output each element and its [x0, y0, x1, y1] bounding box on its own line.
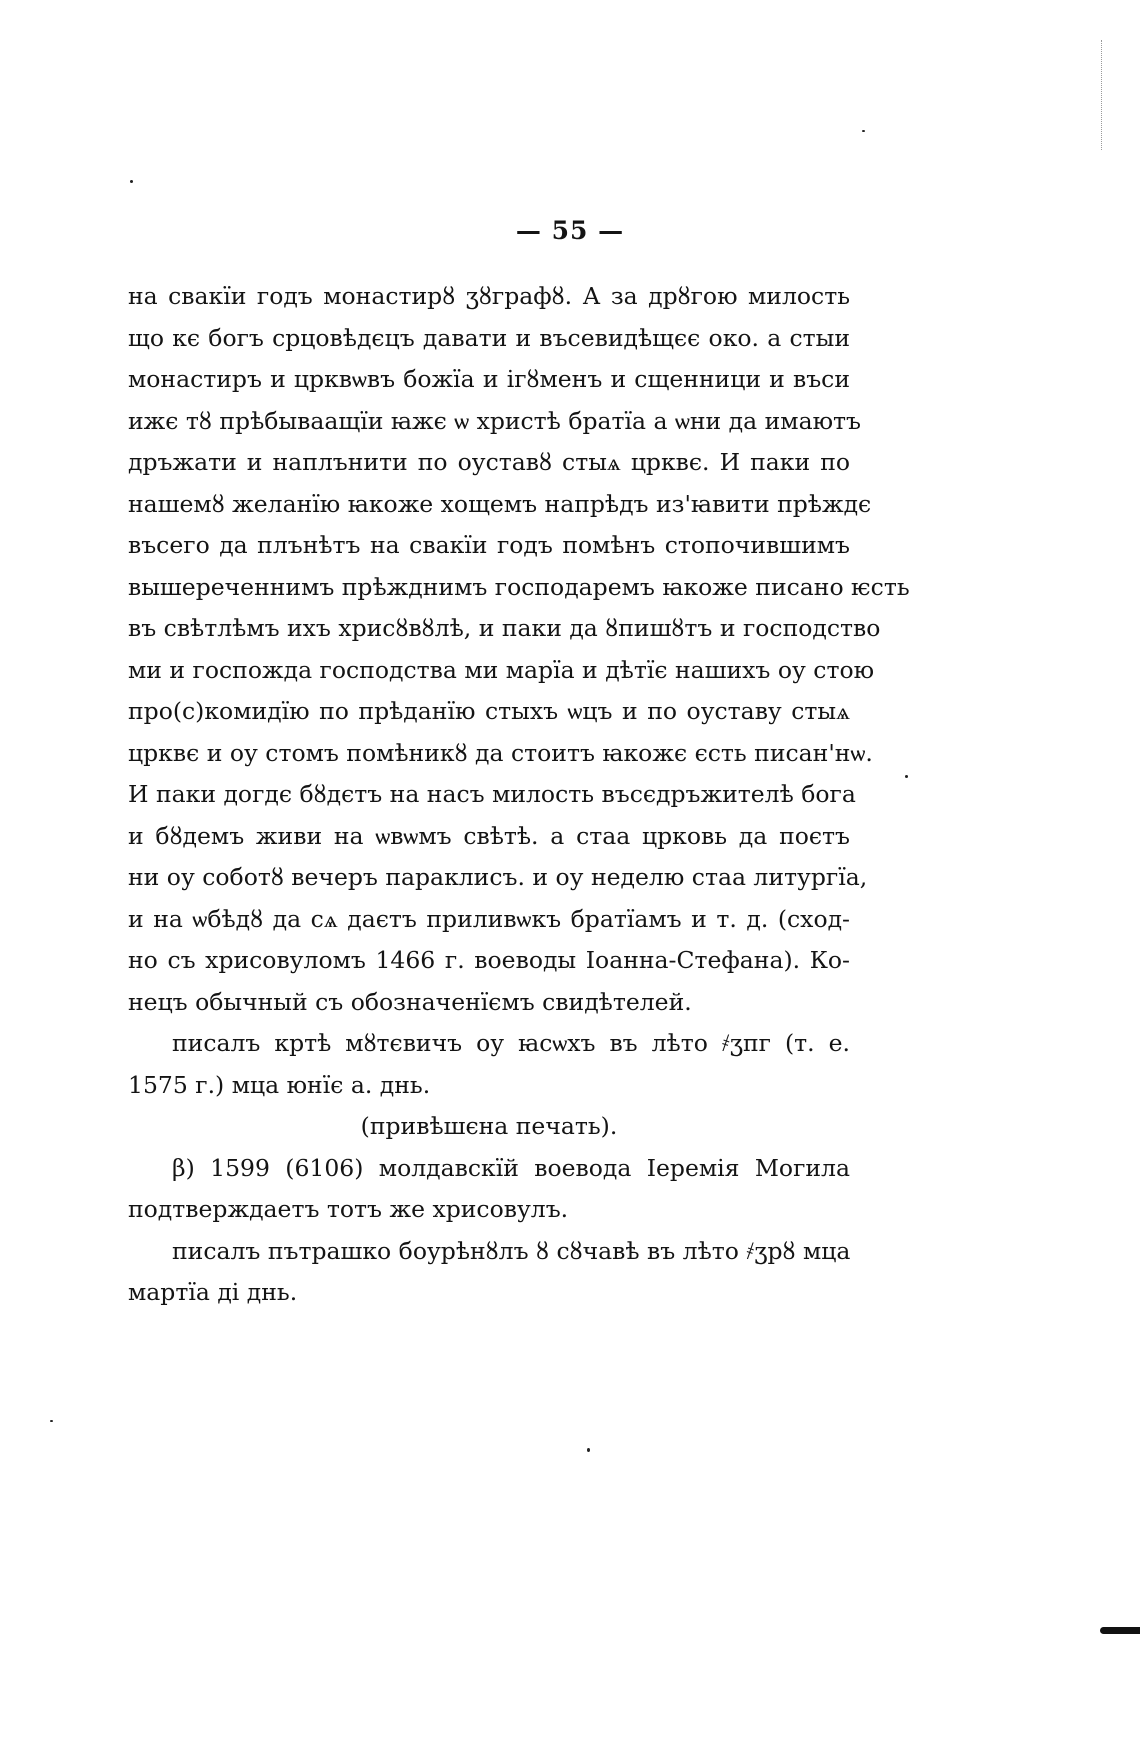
paper-speck [905, 775, 908, 778]
text-line: вышереченнимъ прѣжднимъ господаремъ ꙗкоже писано ѥсть [128, 572, 910, 601]
scribe-line: писалъ кртѣ мȣтєвичъ оу ꙗсѡхъ въ лѣто ҂ʒпг (т. е. [172, 1029, 850, 1057]
text-line: що кє богъ срцовѣдєцъ давати и въсевидѣщєє око. а стыи [128, 323, 850, 352]
text-line: црквє и оу стомъ помѣникȣ да стоитъ ꙗкожє єсть писан'нѡ. [128, 738, 873, 767]
text-line: И паки догдє бȣдєтъ на насъ милость въсєдръжителѣ бога [128, 780, 856, 808]
section-beta-heading: β) 1599 (6106) молдавскїй воевода Іеремія Могила [172, 1153, 850, 1182]
text-line: нашемȣ желанїю ꙗкоже хощемъ напрѣдъ из'ꙗвити прѣждє [128, 489, 872, 518]
text-line: нецъ обычный съ обозначенїємъ свидѣтелей. [128, 987, 692, 1016]
text-line: ми и госпожда господства ми марїа и дѣтїє нашихъ оу стою [128, 655, 875, 684]
paper-speck [50, 1420, 53, 1422]
text-line: въ свѣтлѣмъ ихъ хрисȣвȣлѣ, и паки да ȣпишȣтъ и господство [128, 614, 881, 642]
page-gutter-mark [1100, 40, 1102, 150]
edge-mark [1100, 1627, 1140, 1634]
section-beta-scribe-line: мартїа ді днь. [128, 1278, 298, 1306]
seal-note: (привѣшєна печать). [360, 1112, 618, 1140]
scribe-line: 1575 г.) мца юнїє а. днь. [128, 1070, 431, 1099]
text-line: въсего да плънѣтъ на свакїи годъ помѣнъ стопочившимъ [128, 531, 850, 559]
paper-speck [862, 130, 865, 132]
section-beta-text: подтверждаетъ тотъ же хрисовулъ. [128, 1195, 569, 1223]
text-line: дръжати и наплънити по оуставȣ стыѧ црквє. И паки по [128, 448, 850, 476]
paper-speck [130, 180, 133, 183]
text-line: монастиръ и црквѡвъ божїа и ігȣменъ и сщенници и въси [128, 365, 850, 393]
text-line: на свакїи годъ монастирȣ ʒȣграфȣ. А за дрȣгою милость [128, 282, 850, 310]
text-line: ни оу соботȣ вечеръ параклисъ. и оу неделю стаа литургїа, [128, 863, 868, 891]
text-line: про(с)комидїю по прѣданїю стыхъ ѡцъ и по оуставу стыѧ [128, 697, 850, 725]
paper-speck [587, 1448, 590, 1452]
section-beta-scribe-line: писалъ пътрашко боурѣнȣлъ ȣ сȣчавѣ въ лѣто ҂ʒрȣ мца [172, 1236, 851, 1265]
text-line: но съ хрисовуломъ 1466 г. воеводы Іоанна-Стефана). Ко- [128, 946, 850, 974]
text-line: и на ѡбѣдȣ да сѧ даєтъ приливѡкъ братїамъ и т. д. (сход- [128, 904, 850, 933]
page-number: — 55 — [515, 216, 625, 245]
text-line: и бȣдемъ живи на ѡвѡмъ свѣтѣ. а стаа црковь да поєтъ [128, 821, 850, 850]
text-line: ижє тȣ прѣбываащїи ꙗжє ѡ христѣ братїа а ѡни да имаютъ [128, 406, 861, 435]
body-text [128, 276, 910, 1314]
